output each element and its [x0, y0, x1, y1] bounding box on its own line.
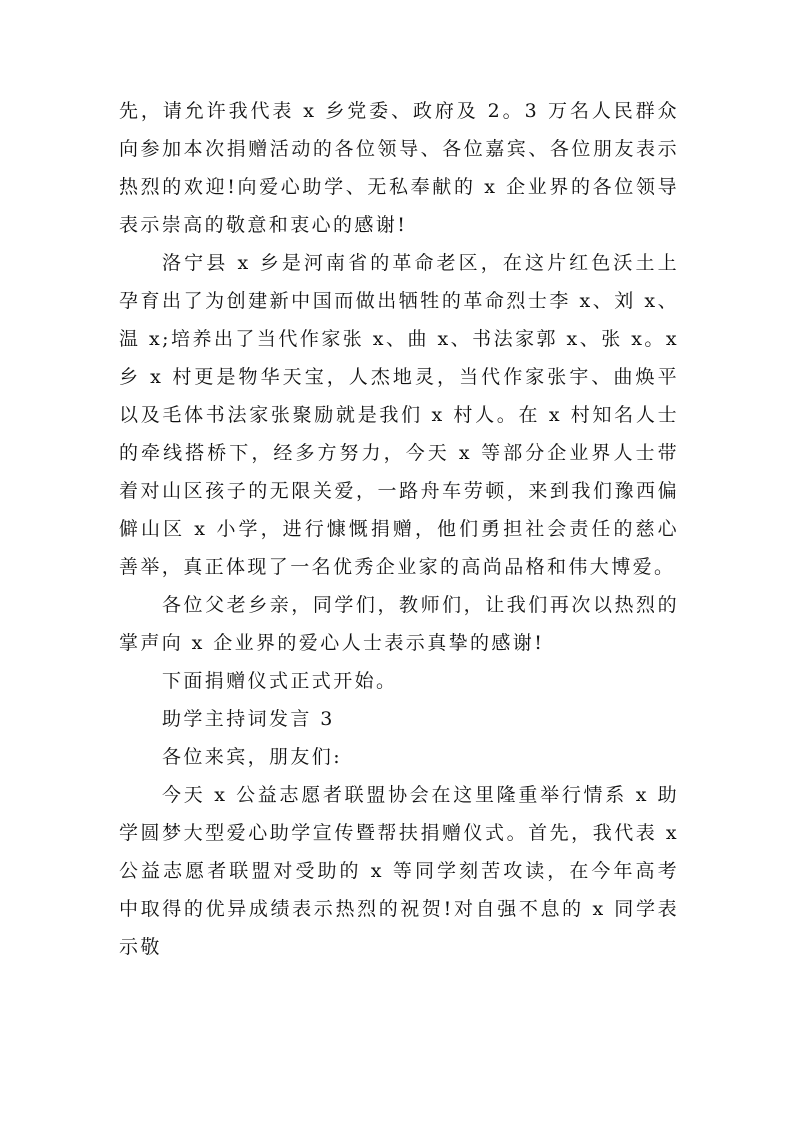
paragraph-ceremony-start: 下面捐赠仪式正式开始。: [162, 670, 398, 692]
document-body: [119, 92, 679, 966]
paragraph-welcome: 先，请允许我代表 x 乡党委、政府及 2。3 万名人民群众向参加本次捐赠活动的各位领导、各位嘉宾、各位朋友表示热烈的欢迎!向爱心助学、无私奉献的 x 企业界的各位领导表示崇高的敬意和衷心的感谢!: [119, 100, 679, 236]
section-heading: 助学主持词发言 3: [162, 708, 335, 730]
paragraph-village-history: 洛宁县 x 乡是河南省的革命老区，在这片红色沃土上孕育出了为创建新中国而做出牺牲的革命烈士李 x、刘 x、温 x;培养出了当代作家张 x、曲 x、书法家郭 x、张 x。x 乡 x 村更是物华天宝，人杰地灵，当代作家张宇、曲焕平以及毛体书法家张聚励就是我们 x 村人。在 x 村知名人士的牵线搭桥下，经多方努力，今天 x 等部分企业界人士带着对山区孩子的无限关爱，一路舟车劳顿，来到我们豫西偏僻山区 x 小学，进行慷慨捐赠，他们勇担社会责任的慈心善举，真正体现了一名优秀企业家的高尚品格和伟大博爱。: [119, 252, 679, 578]
paragraph-ceremony-intro: 今天 x 公益志愿者联盟协会在这里隆重举行情系 x 助学圆梦大型爱心助学宣传暨帮扶捐赠仪式。首先，我代表 x 公益志愿者联盟对受助的 x 等同学刻苦攻读，在今年高考中取得的优异成绩表示热烈的祝贺!对自强不息的 x 同学表示敬: [119, 784, 679, 958]
paragraph-greeting: 各位来宾，朋友们:: [162, 746, 343, 768]
paragraph-thanks: 各位父老乡亲，同学们，教师们，让我们再次以热烈的掌声向 x 企业界的爱心人士表示真挚的感谢!: [119, 594, 679, 654]
